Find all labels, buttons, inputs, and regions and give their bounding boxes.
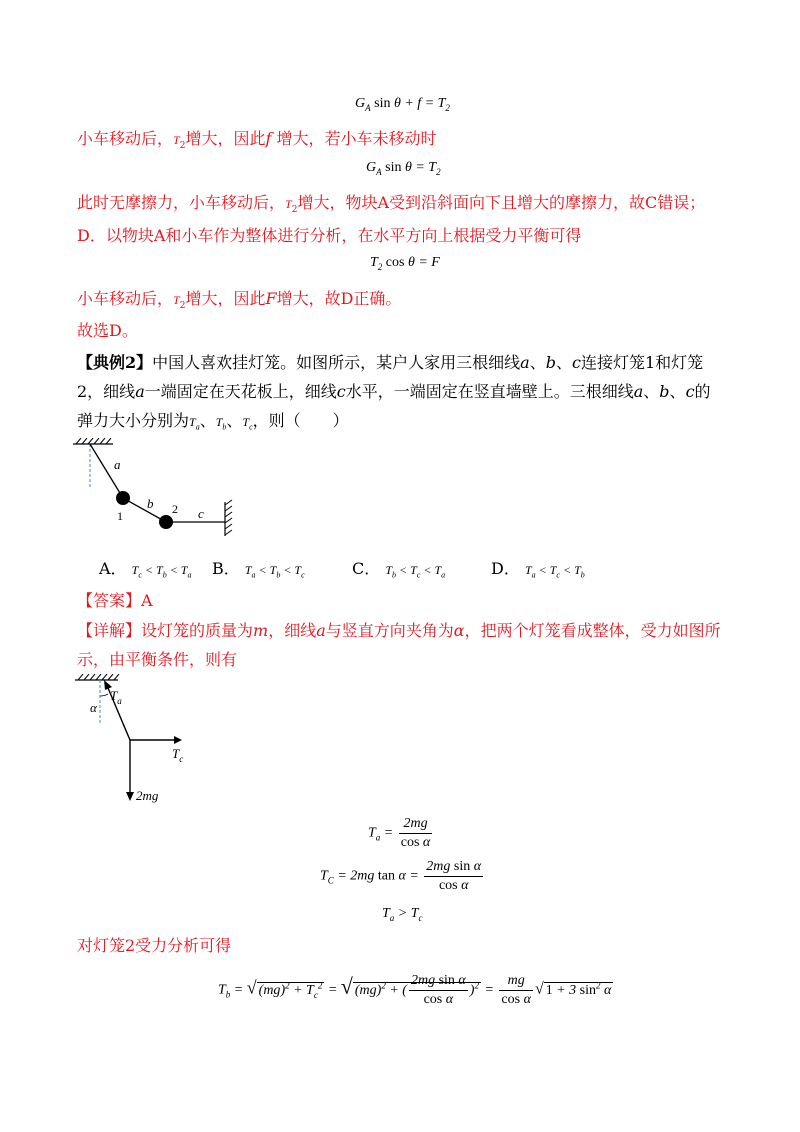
option-d[interactable]: D． $T_a < T_c < T_b$ <box>491 559 585 580</box>
text-line-3: D．以物块A和小车作为整体进行分析，在水平方向上根据受力平衡可得 <box>77 226 582 245</box>
option-a[interactable]: A． $T_c < T_b < T_a$ <box>99 559 192 580</box>
option-b[interactable]: B． $T_a < T_b < T_c$ <box>212 559 305 580</box>
example-line-3: 弹力大小分别为$T_a$、$T_b$、$T_c$，则（ ） <box>77 411 349 432</box>
label-a: a <box>114 457 121 472</box>
equation-1: $G_A$ $\sin \theta + f = T_2$ <box>355 96 450 113</box>
equation-2: $G_A$ $\sin \theta = T_2$ <box>366 160 441 177</box>
example-line-1: 【典例2】中国人喜欢挂灯笼。如图所示，某户人家用三根细线a、b、c连接灯笼1和灯笼 <box>77 353 704 372</box>
text-line-6: 对灯笼2受力分析可得 <box>77 936 232 955</box>
text-line-4: 小车移动后，$T_2$增大，因此F增大，故D正确。 <box>77 289 402 312</box>
example-line-2: 2，细线a一端固定在天花板上，细线c水平，一端固定在竖直墙壁上。三根细线a、b、c的 <box>77 382 711 401</box>
option-a-label: A． <box>99 559 127 578</box>
detail-tag: 【详解】 <box>77 621 142 640</box>
text-line-5: 故选D。 <box>77 321 138 340</box>
option-c-label: C． <box>352 559 381 578</box>
label-weight: 2mg <box>136 788 159 803</box>
label-c: c <box>198 506 204 521</box>
answer: 【答案】A <box>77 591 153 610</box>
label-lantern-2: 2 <box>172 502 178 516</box>
equation-5: $T_C = 2mg$ tan α = $\frac{\text{2mg sin α}}{\text{cos α}}$ <box>320 859 482 893</box>
force-diagram <box>70 674 200 808</box>
option-d-label: D． <box>491 559 520 578</box>
example-tag: 【典例2】 <box>77 353 153 372</box>
equation-4: $T_a$ = $\frac{2mg}{\text{cos α}}$ <box>368 816 431 850</box>
detail-line-2: 示，由平衡条件，则有 <box>77 650 238 669</box>
text-line-1: 小车移动后，$T_2$增大，因此f 增大，若小车未移动时 <box>77 129 437 152</box>
label-b: b <box>147 496 154 511</box>
option-c[interactable]: C． $T_b < T_c < T_a$ <box>352 559 446 580</box>
label-tc: $T_c$ <box>172 746 184 764</box>
equation-3: $T_2$ cos θ = F <box>370 255 440 272</box>
equation-7: $T_b$ = √ $(mg)^2 + T_c^2$ = √ (mg)$^2$ + ( $\frac{\text{2mg sin α}}{\text{cos α}}$ )$^2$ = $\frac{mg}{\text{cos α}}$ √ 1 + 3 $\sin^2 \alpha$ <box>218 973 612 1007</box>
lantern-figure <box>68 438 248 538</box>
equation-6: $T_a > T_c$ <box>382 906 423 923</box>
option-b-label: B． <box>212 559 240 578</box>
label-ta: $T_a$ <box>110 688 122 706</box>
label-alpha: α <box>90 700 97 715</box>
label-lantern-1: 1 <box>117 509 123 523</box>
text-line-2: 此时无摩擦力，小车移动后，$T_2$增大，物块A受到沿斜面向下且增大的摩擦力，故C错误； <box>77 193 706 216</box>
detail-line-1: 【详解】设灯笼的质量为m，细线a与竖直方向夹角为α，把两个灯笼看成整体，受力如图所 <box>77 621 721 640</box>
